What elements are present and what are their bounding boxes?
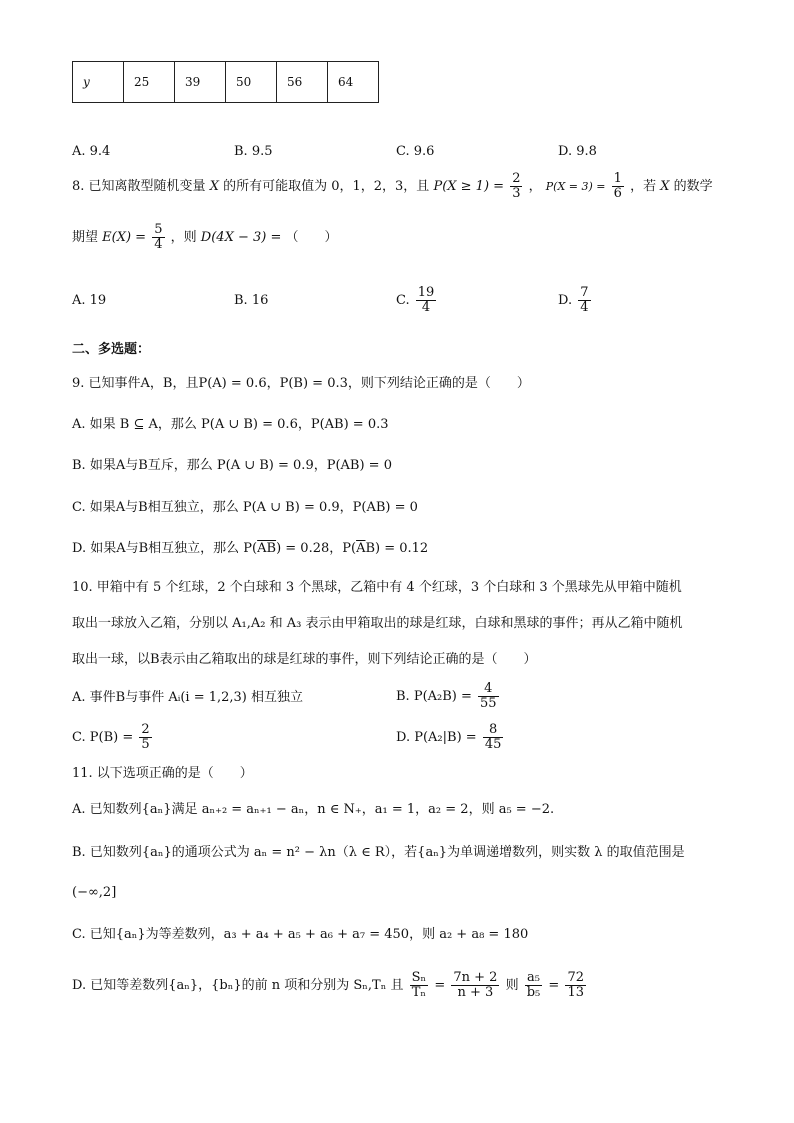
section-title: 二、多选题：	[72, 342, 151, 357]
option-fraction	[478, 682, 499, 710]
q8-fraction-2	[612, 172, 624, 200]
q10-stem-line1: 10. 甲箱中有 5 个红球，2 个白球和 3 个黑球，乙箱中有 4 个红球，3 个白球和 3 个黑球先从甲箱中随机	[72, 580, 682, 595]
q10-option-b	[396, 678, 501, 716]
option-fraction	[483, 723, 504, 751]
option-fraction	[565, 971, 586, 999]
q8-text: ，若	[630, 179, 657, 194]
numerator: 7	[580, 285, 589, 301]
table-cell: 50	[226, 62, 277, 103]
q8-option-c	[396, 283, 438, 319]
q11-option-d	[72, 966, 588, 1006]
q8-text: 的所有可能取值为 0，1，2，3，且	[223, 179, 430, 194]
denominator: 4	[154, 237, 163, 252]
q9-option-b: B. 如果A与B互斥，那么 P(A ∪ B) = 0.9，P(AB) = 0	[72, 458, 392, 473]
q9-option-d	[72, 539, 428, 559]
option-label: D.	[558, 293, 573, 308]
option-text: D. P(A₂|B) =	[396, 730, 477, 745]
numerator: 72	[567, 970, 585, 986]
q8-option-a: A. 19	[72, 293, 107, 308]
q10-option-d	[396, 719, 505, 757]
q7-option-d: D. 9.8	[558, 144, 597, 159]
q8-text: 的数学	[673, 179, 713, 194]
denominator: Tₙ	[411, 985, 427, 1000]
denominator: 55	[480, 696, 497, 711]
q8-fraction-3	[152, 223, 164, 251]
q8-option-b: B. 16	[234, 293, 269, 308]
option-fraction	[139, 723, 151, 751]
q11-option-c: C. 已知{aₙ}为等差数列，a₃ + a₄ + a₅ + a₆ + a₇ = 450，则 a₂ + a₈ = 180	[72, 927, 529, 942]
denominator: 3	[512, 186, 521, 201]
numerator: 8	[483, 723, 504, 738]
denominator: b₅	[526, 985, 541, 1000]
numerator: 2	[141, 722, 150, 738]
q10-stem-line3: 取出一球，以B表示由乙箱取出的球是红球的事件，则下列结论正确的是（ ）	[72, 652, 537, 667]
numerator: 4	[478, 682, 499, 697]
table-cell-label: y	[73, 62, 124, 103]
option-text: ) = 0.28，P(	[276, 541, 357, 556]
option-text: D. 已知等差数列{aₙ}，{bₙ}的前 n 项和分别为 Sₙ,Tₙ 且	[72, 978, 404, 993]
denominator: 5	[141, 737, 150, 752]
q8-text: ，则	[170, 230, 197, 245]
numerator: 2	[512, 171, 521, 187]
numerator: a₅	[525, 971, 543, 986]
option-text: D. 如果A与B相互独立，那么 P(	[72, 541, 258, 556]
option-text: 则	[505, 978, 519, 993]
table-row	[73, 62, 379, 103]
q7-option-a: A. 9.4	[72, 144, 111, 159]
q8-stem-line1	[72, 170, 713, 204]
option-fraction	[578, 286, 590, 314]
denominator: 4	[421, 300, 431, 315]
q8-expr: D(4X − 3) =	[200, 230, 282, 245]
option-label: C.	[396, 293, 410, 308]
q10-option-c	[72, 719, 154, 757]
option-text: =	[434, 978, 446, 993]
table-cell: 64	[328, 62, 379, 103]
complement-term: $\overline{A}$	[356, 541, 366, 556]
q7-option-c: C. 9.6	[396, 144, 435, 159]
denominator: 6	[613, 186, 622, 201]
q7-option-b: B. 9.5	[234, 144, 273, 159]
table-cell: 56	[277, 62, 328, 103]
option-fraction	[410, 971, 429, 999]
option-text: C. P(B) =	[72, 730, 134, 745]
option-text: B) = 0.12	[365, 541, 429, 556]
option-text: B. P(A₂B) =	[396, 689, 472, 704]
q8-option-d	[558, 283, 593, 319]
option-fraction	[416, 286, 437, 314]
q8-var-x: X	[660, 179, 670, 194]
q8-fraction-1	[510, 172, 522, 200]
denominator: n + 3	[457, 985, 494, 1000]
denominator: 45	[484, 737, 502, 752]
numerator: 5	[154, 222, 163, 238]
data-table	[72, 61, 379, 103]
q9-option-a: A. 如果 B ⊆ A，那么 P(A ∪ B) = 0.6，P(AB) = 0.3	[72, 417, 389, 432]
q8-expr: E(X) =	[102, 230, 147, 245]
option-fraction	[451, 971, 499, 999]
table-cell: 25	[124, 62, 175, 103]
q8-text: 期望	[72, 230, 99, 245]
table-cell: 39	[175, 62, 226, 103]
q9-option-c: C. 如果A与B相互独立，那么 P(A ∪ B) = 0.9，P(AB) = 0	[72, 500, 418, 515]
q9-stem: 9. 已知事件A，B，且P(A) = 0.6，P(B) = 0.3，则下列结论正确的是（ ）	[72, 376, 530, 391]
q11-option-b-line1: B. 已知数列{aₙ}的通项公式为 aₙ = n² − λn（λ ∈ R），若{aₙ}为单调递增数列，则实数 λ 的取值范围是	[72, 845, 685, 860]
q8-expr: P(X = 3) =	[545, 180, 606, 193]
q8-text: （ ）	[285, 230, 338, 245]
numerator: 19	[417, 285, 435, 301]
q11-stem: 11. 以下选项正确的是（ ）	[72, 766, 253, 781]
denominator: 13	[567, 985, 585, 1000]
q11-option-b-line2: (−∞,2]	[72, 885, 117, 900]
q11-option-a: A. 已知数列{aₙ}满足 aₙ₊₂ = aₙ₊₁ − aₙ，n ∈ N₊，a₁ = 1，a₂ = 2，则 a₅ = −2.	[72, 802, 555, 817]
q10-option-a: A. 事件B与事件 Aᵢ(i = 1,2,3) 相互独立	[72, 690, 304, 705]
q8-var-x: X	[209, 179, 219, 194]
numerator: 7n + 2	[453, 970, 498, 986]
option-text: =	[548, 978, 560, 993]
q8-expr: P(X ≥ 1) =	[433, 179, 505, 194]
complement-term: $\overline{AB}$	[257, 541, 277, 556]
denominator: 4	[580, 300, 589, 315]
numerator: Sₙ	[411, 970, 427, 986]
q10-stem-line2: 取出一球放入乙箱，分别以 A₁,A₂ 和 A₃ 表示由甲箱取出的球是红球，白球和黑球的事件；再从乙箱中随机	[72, 616, 683, 631]
q8-text: 8. 已知离散型随机变量	[72, 179, 206, 194]
q8-text: ，	[528, 179, 542, 194]
numerator: 1	[613, 171, 622, 187]
option-fraction	[525, 971, 543, 999]
q8-stem-line2	[72, 221, 338, 255]
